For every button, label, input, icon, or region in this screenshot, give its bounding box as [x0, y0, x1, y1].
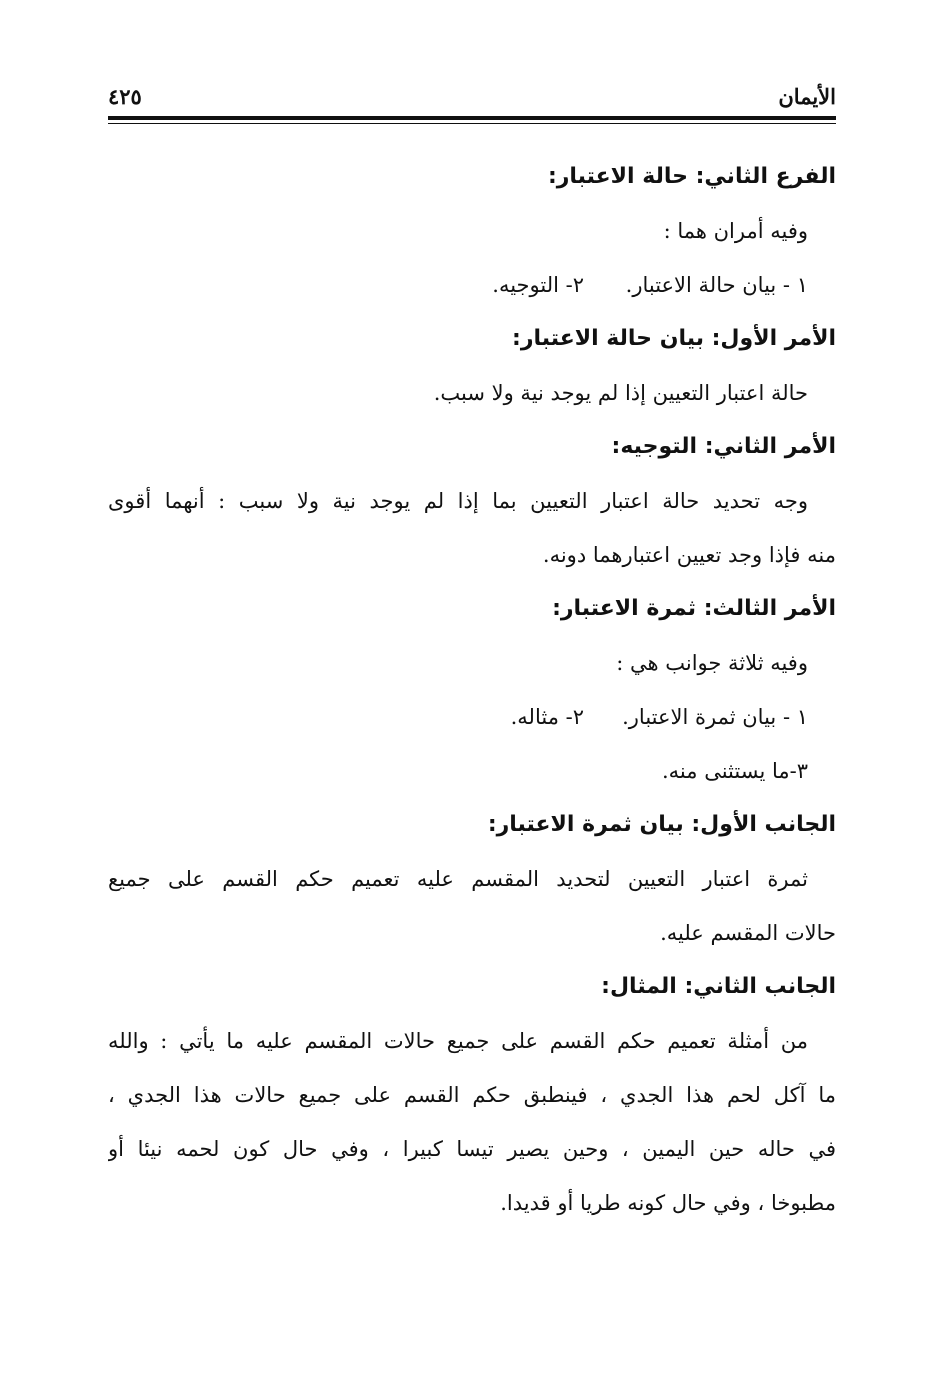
list-item: ١ - بيان ثمرة الاعتبار.	[622, 705, 808, 729]
list-item: ٢- التوجيه.	[492, 273, 584, 297]
page-header	[108, 84, 836, 116]
header-rule-thick	[108, 116, 836, 120]
header-rule-thin	[108, 123, 836, 124]
subsection-heading: الجانب الأول: بيان ثمرة الاعتبار:	[487, 812, 836, 837]
paragraph-line: من أمثلة تعميم حكم القسم على جميع حالات المقسم عليه ما يأتي : والله	[108, 1029, 808, 1053]
page-body	[108, 150, 836, 1230]
section-heading: الفرع الثاني: حالة الاعتبار:	[547, 164, 836, 189]
list-item: ١ - بيان حالة الاعتبار.	[625, 273, 808, 297]
paragraph-line: في حاله حين اليمين ، وحين يصير تيسا كبيرا ، وفي حال كون لحمه نيئا أو	[108, 1137, 836, 1161]
list-item: ٣-ما يستثنى منه.	[662, 759, 808, 783]
enumerated-list	[108, 258, 836, 312]
paragraph-line: حالات المقسم عليه.	[660, 921, 836, 945]
subsection-heading: الأمر الأول: بيان حالة الاعتبار:	[512, 326, 836, 351]
paragraph-line: ثمرة اعتبار التعيين لتحديد المقسم عليه تعميم حكم القسم على جميع	[108, 867, 808, 891]
paragraph: وفيه ثلاثة جوانب هي :	[616, 651, 808, 675]
subsection-heading: الأمر الثالث: ثمرة الاعتبار:	[552, 596, 836, 621]
subsection-heading: الجانب الثاني: المثال:	[601, 974, 836, 999]
paragraph-line: ما آكل لحم هذا الجدي ، فينطبق حكم القسم على جميع حالات هذا الجدي ،	[108, 1083, 836, 1107]
paragraph-line: وجه تحديد حالة اعتبار التعيين بما إذا لم يوجد نية ولا سبب : أنهما أقوى	[108, 489, 808, 513]
paragraph-line: منه فإذا وجد تعيين اعتبارهما دونه.	[542, 543, 836, 567]
subsection-heading: الأمر الثاني: التوجيه:	[611, 434, 836, 459]
enumerated-list	[108, 690, 836, 744]
paragraph-line: مطبوخا ، وفي حال كونه طريا أو قديدا.	[500, 1191, 836, 1215]
page-number: ٤٢٥	[108, 84, 142, 109]
paragraph: حالة اعتبار التعيين إذا لم يوجد نية ولا سبب.	[433, 381, 808, 405]
list-item: ٢- مثاله.	[510, 705, 584, 729]
paragraph: وفيه أمران هما :	[663, 219, 808, 243]
running-title: الأيمان	[778, 84, 836, 109]
